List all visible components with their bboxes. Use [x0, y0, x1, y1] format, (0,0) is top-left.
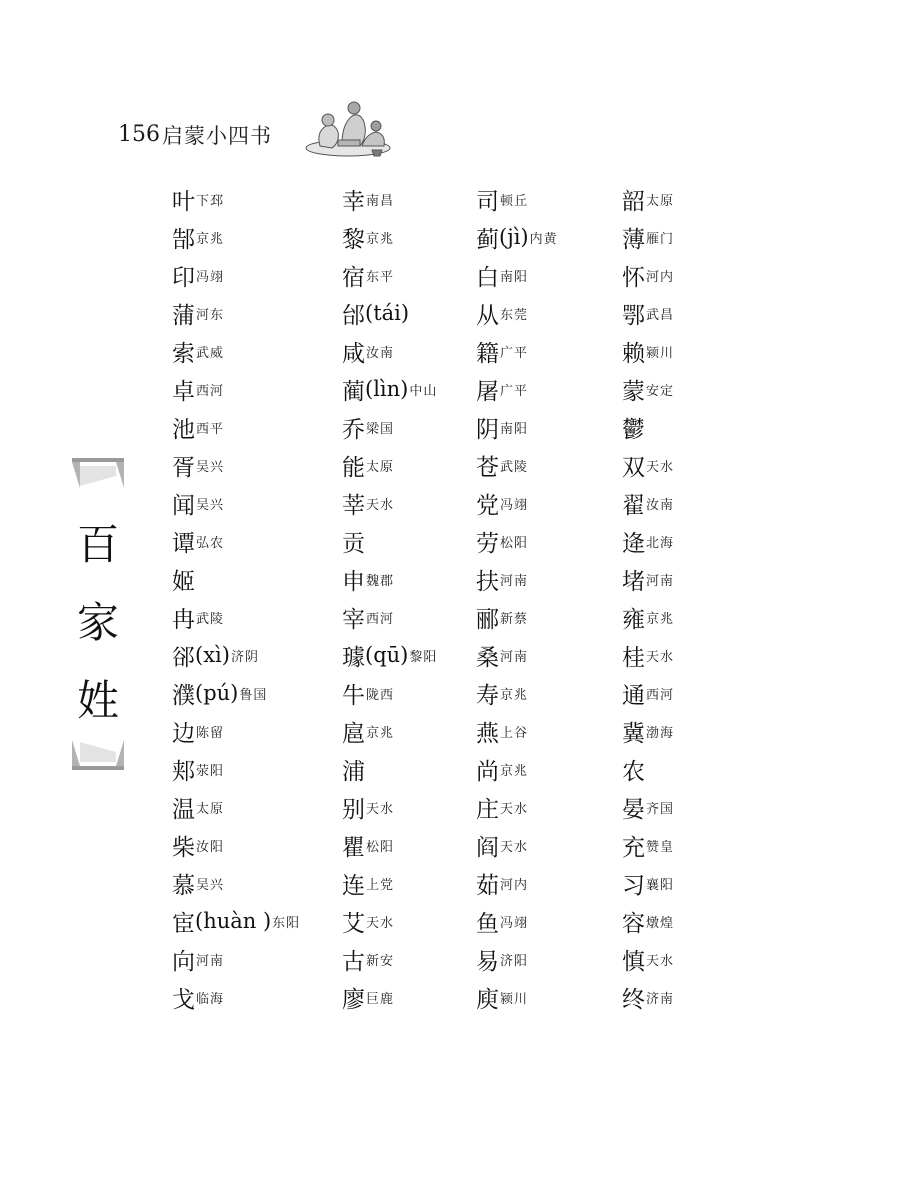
- region-label: 梁国: [366, 421, 395, 437]
- surname-entry: [622, 674, 782, 712]
- region-label: 颍川: [646, 345, 675, 361]
- side-title-char: 家: [76, 598, 119, 647]
- region-label: 上谷: [500, 725, 529, 741]
- surname: 农: [622, 758, 645, 785]
- region-label: 河南: [500, 573, 529, 589]
- surname-entry: [172, 864, 332, 902]
- surname: 郏: [172, 758, 195, 785]
- surname-entry: [622, 218, 782, 256]
- region-label: 汝南: [366, 345, 395, 361]
- surname: 冉: [172, 606, 195, 633]
- surname-entry: [476, 864, 636, 902]
- region-label: 巨鹿: [366, 991, 395, 1007]
- region-label: 太原: [646, 193, 675, 209]
- surname-entry: [172, 750, 332, 788]
- surname-entry: [172, 826, 332, 864]
- region-label: 武陵: [196, 611, 225, 627]
- surname-entry: [476, 484, 636, 522]
- region-label: 襄阳: [646, 877, 675, 893]
- region-label: 中山: [409, 383, 438, 399]
- pinyin: (pú): [195, 681, 239, 705]
- region-label: 雁门: [646, 231, 675, 247]
- surname: 贡: [342, 530, 365, 557]
- surname-entry: [622, 408, 782, 446]
- surname-entry: [172, 674, 332, 712]
- surname: 桂: [622, 644, 645, 671]
- pinyin: (xì): [195, 643, 230, 667]
- surname: 郦: [476, 606, 499, 633]
- surname-entry: [476, 256, 636, 294]
- surname: 怀: [622, 264, 645, 291]
- surname-entry: [172, 560, 332, 598]
- surname: 慎: [622, 948, 645, 975]
- region-label: 上党: [366, 877, 395, 893]
- surname-entry: [622, 370, 782, 408]
- surname-entry: [172, 598, 332, 636]
- surname: 谭: [172, 530, 195, 557]
- surname-entry: [172, 522, 332, 560]
- surname-entry: [172, 218, 332, 256]
- region-label: 东阳: [272, 915, 301, 931]
- surname-entry: [622, 750, 782, 788]
- surname: 籍: [476, 340, 499, 367]
- region-label: 荥阳: [196, 763, 225, 779]
- surname: 蒙: [622, 378, 645, 405]
- surname-entry: [172, 712, 332, 750]
- surname-entry: [476, 750, 636, 788]
- surname: 闻: [172, 492, 195, 519]
- surname: 莘: [342, 492, 365, 519]
- surname: 党: [476, 492, 499, 519]
- surname-entry: [476, 446, 636, 484]
- region-label: 天水: [646, 459, 675, 475]
- surname-entry: [172, 902, 332, 940]
- surname: 申: [342, 568, 365, 595]
- region-label: 北海: [646, 535, 675, 551]
- surname: 堵: [622, 568, 645, 595]
- surname: 邰: [342, 302, 365, 329]
- surname-entry: [476, 826, 636, 864]
- surname-entry: [172, 978, 332, 1016]
- surname: 印: [172, 264, 195, 291]
- surname: 连: [342, 872, 365, 899]
- pinyin: (jì): [499, 225, 529, 249]
- surname-entry: [476, 522, 636, 560]
- region-label: 天水: [366, 497, 395, 513]
- side-title: [72, 458, 124, 770]
- surname: 古: [342, 948, 365, 975]
- region-label: 河内: [500, 877, 529, 893]
- surname-entry: [476, 370, 636, 408]
- surname: 濮: [172, 682, 195, 709]
- surname: 慕: [172, 872, 195, 899]
- region-label: 西平: [196, 421, 225, 437]
- page-number: 156: [118, 122, 160, 147]
- surname: 充: [622, 834, 645, 861]
- surname: 桑: [476, 644, 499, 671]
- region-label: 河南: [500, 649, 529, 665]
- surname-entry: [622, 902, 782, 940]
- surname-entry: [476, 408, 636, 446]
- surname: 从: [476, 302, 499, 329]
- surname-entry: [172, 256, 332, 294]
- region-label: 汝阳: [196, 839, 225, 855]
- side-title-bottom-bracket: [72, 740, 124, 770]
- region-label: 太原: [196, 801, 225, 817]
- surname: 艾: [342, 910, 365, 937]
- surname: 韶: [622, 188, 645, 215]
- region-label: 广平: [500, 383, 529, 399]
- surname-entry: [622, 446, 782, 484]
- region-label: 吴兴: [196, 497, 225, 513]
- surname-entry: [622, 560, 782, 598]
- surname-entry: [622, 522, 782, 560]
- surname-column: [172, 180, 332, 1016]
- surname: 蔺: [342, 378, 365, 405]
- surname-entry: [622, 712, 782, 750]
- surname-entry: [622, 826, 782, 864]
- region-label: 西河: [646, 687, 675, 703]
- surname-entry: [476, 180, 636, 218]
- pinyin: (qū): [365, 643, 409, 667]
- surname: 蒲: [172, 302, 195, 329]
- surname-entry: [622, 484, 782, 522]
- region-label: 河东: [196, 307, 225, 323]
- region-label: 陈留: [196, 725, 225, 741]
- surname: 幸: [342, 188, 365, 215]
- region-label: 西河: [196, 383, 225, 399]
- surname: 白: [476, 264, 499, 291]
- region-label: 新蔡: [500, 611, 529, 627]
- surname: 卓: [172, 378, 195, 405]
- region-label: 南阳: [500, 269, 529, 285]
- surname-entry: [476, 598, 636, 636]
- region-label: 冯翊: [500, 497, 529, 513]
- surname: 燕: [476, 720, 499, 747]
- region-label: 南阳: [500, 421, 529, 437]
- region-label: 天水: [646, 649, 675, 665]
- surname-entry: [476, 218, 636, 256]
- surname-entry: [622, 332, 782, 370]
- surname: 翟: [622, 492, 645, 519]
- surname: 叶: [172, 188, 195, 215]
- surname: 鬱: [622, 416, 645, 443]
- surname: 牛: [342, 682, 365, 709]
- surname-entry: [622, 636, 782, 674]
- region-label: 广平: [500, 345, 529, 361]
- surname: 茹: [476, 872, 499, 899]
- surname-entry: [622, 256, 782, 294]
- surname-entry: [476, 902, 636, 940]
- region-label: 武昌: [646, 307, 675, 323]
- region-label: 南昌: [366, 193, 395, 209]
- side-title-text: [72, 506, 124, 740]
- surname-entry: [172, 636, 332, 674]
- surname: 雍: [622, 606, 645, 633]
- surname: 庾: [476, 986, 499, 1013]
- surname-entry: [622, 864, 782, 902]
- surname: 宰: [342, 606, 365, 633]
- region-label: 天水: [500, 801, 529, 817]
- region-label: 下邳: [196, 193, 225, 209]
- surname: 冀: [622, 720, 645, 747]
- surname-entry: [476, 978, 636, 1016]
- region-label: 东平: [366, 269, 395, 285]
- surname-entry: [622, 940, 782, 978]
- region-label: 颍川: [500, 991, 529, 1007]
- region-label: 济阴: [230, 649, 259, 665]
- surname: 郜: [172, 226, 195, 253]
- surname-entry: [172, 484, 332, 522]
- surname-column: [622, 180, 782, 1016]
- surname-entry: [172, 294, 332, 332]
- surname-entry: [622, 788, 782, 826]
- surname: 赖: [622, 340, 645, 367]
- region-label: 陇西: [366, 687, 395, 703]
- surname: 鱼: [476, 910, 499, 937]
- surname: 司: [476, 188, 499, 215]
- region-label: 燉煌: [646, 915, 675, 931]
- surname-entry: [622, 294, 782, 332]
- surname: 乔: [342, 416, 365, 443]
- surname: 瞿: [342, 834, 365, 861]
- surname: 薄: [622, 226, 645, 253]
- surname-entry: [622, 180, 782, 218]
- surname: 璩: [342, 644, 365, 671]
- scholars-illustration: [302, 98, 394, 158]
- region-label: 京兆: [366, 231, 395, 247]
- region-label: 太原: [366, 459, 395, 475]
- region-label: 新安: [366, 953, 395, 969]
- surname-entry: [622, 978, 782, 1016]
- surname: 边: [172, 720, 195, 747]
- region-label: 天水: [366, 915, 395, 931]
- surname: 温: [172, 796, 195, 823]
- region-label: 京兆: [366, 725, 395, 741]
- surname-entry: [172, 940, 332, 978]
- surname-entry: [172, 408, 332, 446]
- surname: 廖: [342, 986, 365, 1013]
- region-label: 天水: [500, 839, 529, 855]
- region-label: 武陵: [500, 459, 529, 475]
- region-label: 临海: [196, 991, 225, 1007]
- region-label: 吴兴: [196, 877, 225, 893]
- surname: 宦: [172, 910, 195, 937]
- region-label: 济南: [646, 991, 675, 1007]
- region-label: 西河: [366, 611, 395, 627]
- surname-entry: [476, 712, 636, 750]
- surname: 通: [622, 682, 645, 709]
- surname: 易: [476, 948, 499, 975]
- region-label: 冯翊: [196, 269, 225, 285]
- surname: 屠: [476, 378, 499, 405]
- surname: 尚: [476, 758, 499, 785]
- surname-entry: [172, 788, 332, 826]
- region-label: 顿丘: [500, 193, 529, 209]
- surname: 胥: [172, 454, 195, 481]
- surname-entry: [476, 788, 636, 826]
- surname: 劳: [476, 530, 499, 557]
- region-label: 京兆: [500, 687, 529, 703]
- region-label: 鲁国: [239, 687, 268, 703]
- surname: 扶: [476, 568, 499, 595]
- region-label: 渤海: [646, 725, 675, 741]
- region-label: 京兆: [196, 231, 225, 247]
- side-title-char: 姓: [76, 676, 119, 725]
- region-label: 内黄: [529, 231, 558, 247]
- region-label: 弘农: [196, 535, 225, 551]
- surname: 池: [172, 416, 195, 443]
- surname-entry: [476, 674, 636, 712]
- surname: 容: [622, 910, 645, 937]
- region-label: 赞皇: [646, 839, 675, 855]
- surname: 戈: [172, 986, 195, 1013]
- surname: 黎: [342, 226, 365, 253]
- region-label: 武威: [196, 345, 225, 361]
- surname: 阎: [476, 834, 499, 861]
- region-label: 天水: [366, 801, 395, 817]
- surname-entry: [622, 598, 782, 636]
- surname: 庄: [476, 796, 499, 823]
- pinyin: (lìn): [365, 377, 409, 401]
- surname: 扈: [342, 720, 365, 747]
- region-label: 河内: [646, 269, 675, 285]
- surname-column: [476, 180, 636, 1016]
- surname-entry: [476, 560, 636, 598]
- region-label: 黎阳: [409, 649, 438, 665]
- surname: 浦: [342, 758, 365, 785]
- book-title: 启蒙小四书: [162, 124, 272, 148]
- surname-entry: [476, 940, 636, 978]
- surname: 姬: [172, 568, 195, 595]
- surname-entry: [172, 180, 332, 218]
- region-label: 京兆: [646, 611, 675, 627]
- region-label: 齐国: [646, 801, 675, 817]
- surname: 阴: [476, 416, 499, 443]
- surname: 别: [342, 796, 365, 823]
- pinyin: (tái): [365, 301, 410, 325]
- surname: 宿: [342, 264, 365, 291]
- region-label: 京兆: [500, 763, 529, 779]
- surname-entry: [476, 294, 636, 332]
- surname: 寿: [476, 682, 499, 709]
- surname-entry: [172, 370, 332, 408]
- surname: 蓟: [476, 226, 499, 253]
- surname: 索: [172, 340, 195, 367]
- surname-entry: [476, 636, 636, 674]
- side-title-top-bracket: [72, 458, 124, 488]
- region-label: 松阳: [366, 839, 395, 855]
- surname: 苍: [476, 454, 499, 481]
- surname-entry: [172, 446, 332, 484]
- region-label: 东莞: [500, 307, 529, 323]
- surname-entry: [476, 332, 636, 370]
- region-label: 河南: [196, 953, 225, 969]
- surname: 柴: [172, 834, 195, 861]
- region-label: 河南: [646, 573, 675, 589]
- region-label: 松阳: [500, 535, 529, 551]
- surname: 能: [342, 454, 365, 481]
- surname: 鄂: [622, 302, 645, 329]
- side-title-char: 百: [76, 520, 119, 569]
- surname: 咸: [342, 340, 365, 367]
- region-label: 魏郡: [366, 573, 395, 589]
- region-label: 吴兴: [196, 459, 225, 475]
- surname: 习: [622, 872, 645, 899]
- region-label: 天水: [646, 953, 675, 969]
- surname: 晏: [622, 796, 645, 823]
- surname-entry: [172, 332, 332, 370]
- surname: 逄: [622, 530, 645, 557]
- surname: 双: [622, 454, 645, 481]
- pinyin: (huàn ): [195, 909, 272, 933]
- surname: 向: [172, 948, 195, 975]
- surname: 终: [622, 986, 645, 1013]
- region-label: 汝南: [646, 497, 675, 513]
- region-label: 安定: [646, 383, 675, 399]
- region-label: 济阳: [500, 953, 529, 969]
- surname: 郤: [172, 644, 195, 671]
- region-label: 冯翊: [500, 915, 529, 931]
